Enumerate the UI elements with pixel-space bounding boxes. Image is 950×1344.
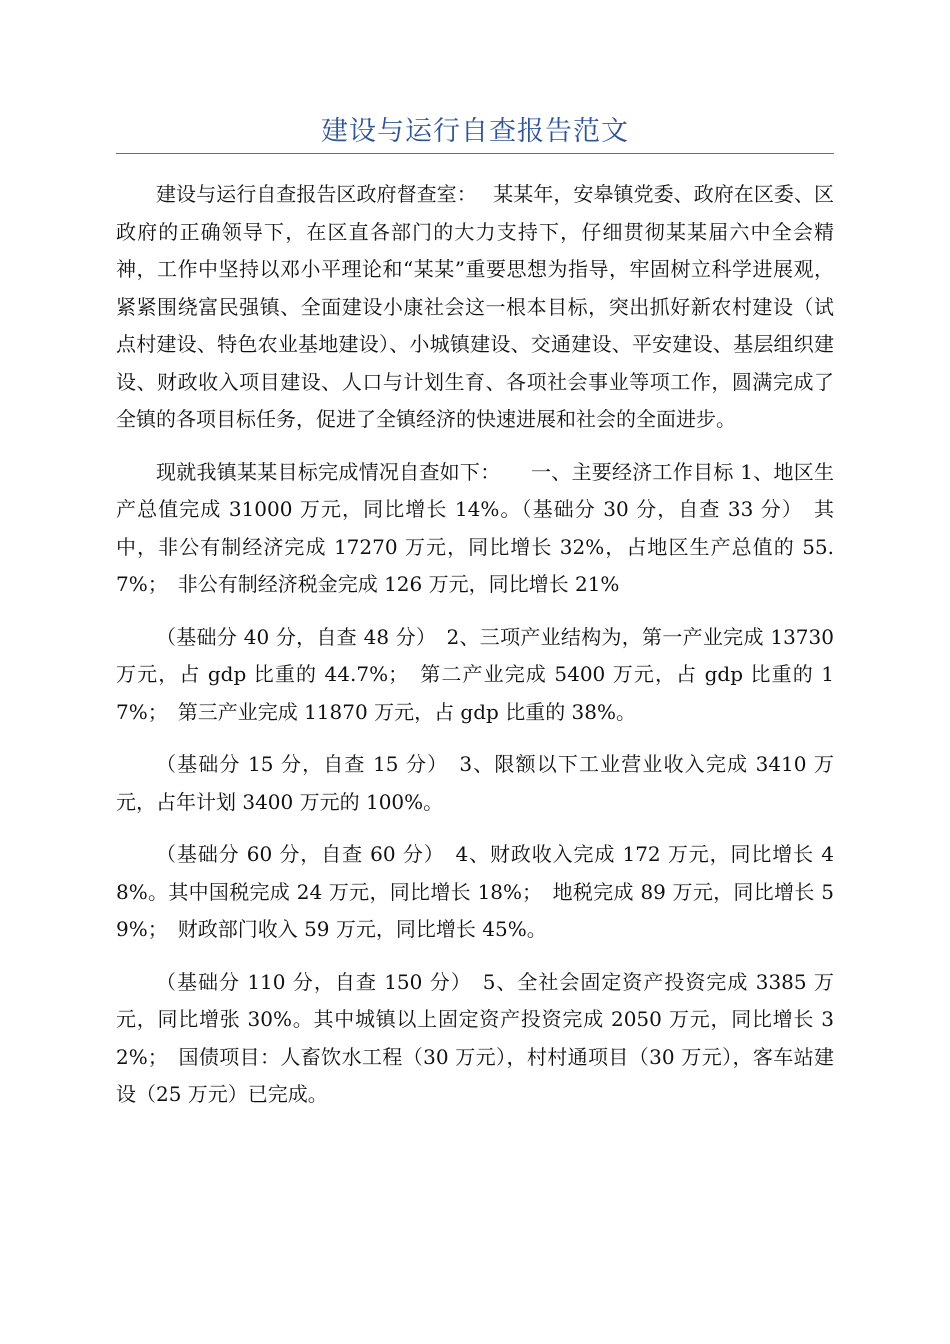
body-paragraph: （基础分 60 分，自查 60 分） 4、财政收入完成 172 万元，同比增长 48%。其中国税完成 24 万元，同比增长 18%； 地税完成 89 万元，同比增长 59%； 财政部门收入 59 万元，同比增长 45%。 [116, 842, 834, 941]
document-title: 建设与运行自查报告范文 [321, 116, 629, 147]
body-paragraph: （基础分 40 分，自查 48 分） 2、三项产业结构为，第一产业完成 13730 万元，占 gdp 比重的 44.7%； 第二产业完成 5400 万元，占 gdp 比重的 17%； 第三产业完成 11870 万元，占 gdp 比重的 38%。 [116, 624, 834, 724]
body-paragraph: 现就我镇某某目标完成情况自查如下： 一、主要经济工作目标 1、地区生产总值完成 31000 万元，同比增长 14%。（基础分 30 分，自查 33 分） 其中，非公有制经济完成 17270 万元，同比增长 32%，占地区生产总值的 55.7%； 非公有制经济税金完成 126 万元，同比增长 21% [116, 459, 834, 596]
body-paragraph: 建设与运行自查报告区政府督查室： 某某年，安皋镇党委、政府在区委、区政府的正确领导下，在区直各部门的大力支持下，仔细贯彻某某届六中全会精神，工作中坚持以邓小平理论和“某某”重要思想为指导，牢固树立科学进展观，紧紧围绕富民强镇、全面建设小康社会这一根本目标，突出抓好新农村建设（试点村建设、特色农业基地建设）、小城镇建设、交通建设、平安建设、基层组织建设、财政收入项目建设、人口与计划生育、各项社会事业等项工作，圆满完成了全镇的各项目标任务，促进了全镇经济的快速进展和社会的全面进步。 [116, 182, 834, 431]
body-paragraph: （基础分 110 分，自查 150 分） 5、全社会固定资产投资完成 3385 万元，同比增张 30%。其中城镇以上固定资产投资完成 2050 万元，同比增长 32%； 国债项目：人畜饮水工程（30 万元），村村通项目（30 万元），客车站建设（25 万元）已完成。 [116, 969, 834, 1106]
document-body [116, 176, 834, 1129]
title-underline [116, 153, 834, 154]
body-paragraph: （基础分 15 分，自查 15 分） 3、限额以下工业营业收入完成 3410 万元，占年计划 3400 万元的 100%。 [116, 752, 834, 814]
